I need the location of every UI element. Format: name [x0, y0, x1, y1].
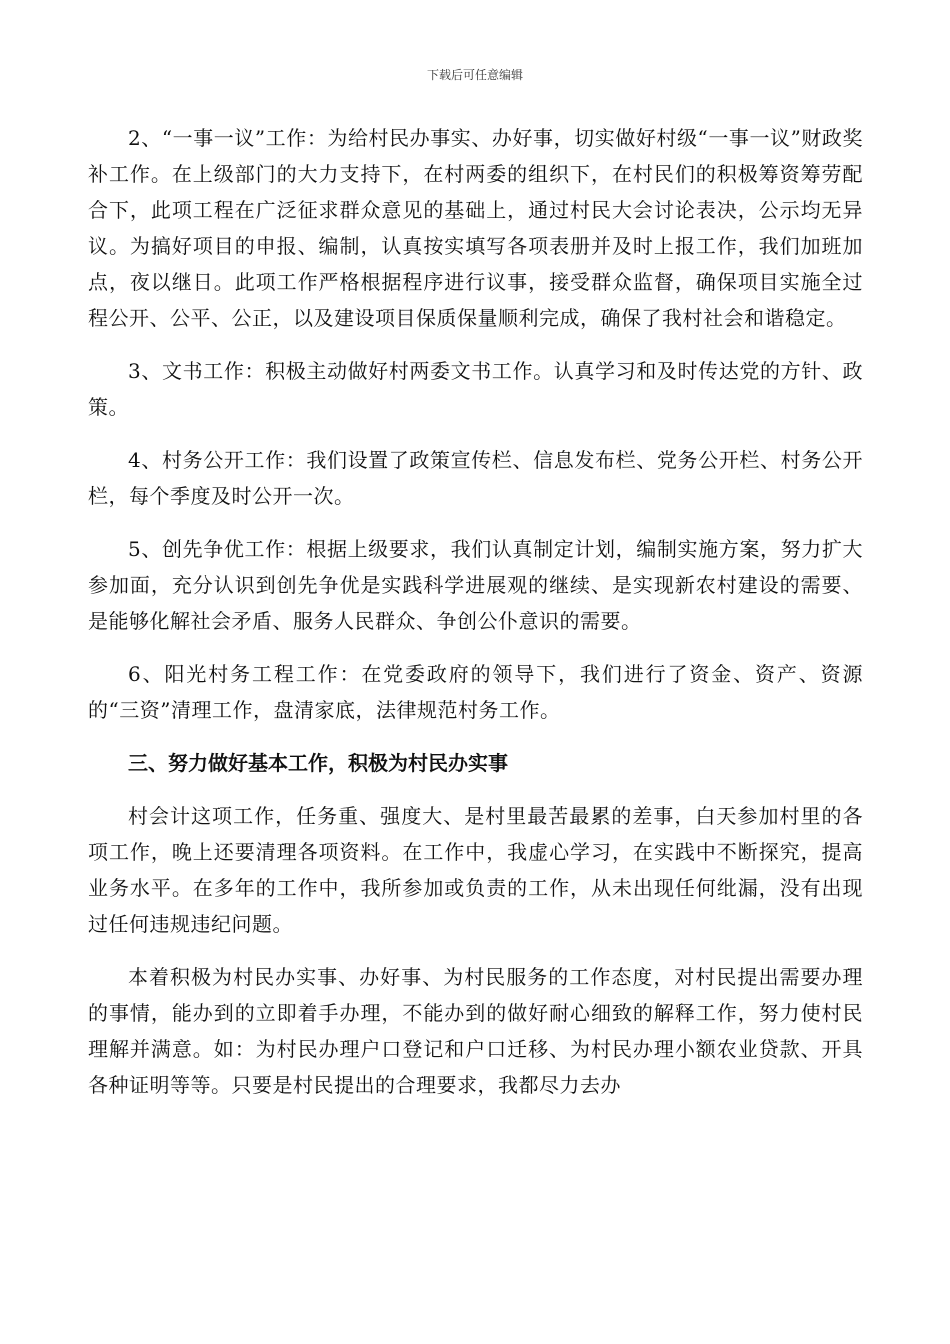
document-body	[88, 120, 863, 1120]
paragraph-yangguang-cunwu: 6、阳光村务工程工作：在党委政府的领导下，我们进行了资金、资产、资源的“三资”清理工作，盘清家底，法律规范村务工作。	[88, 662, 863, 722]
paragraph-yishiyiyi: 2、“一事一议”工作：为给村民办事实、办好事，切实做好村级“一事一议”财政奖补工作。在上级部门的大力支持下，在村两委的组织下，在村民们的积极筹资筹劳配合下，此项工程在广泛征求群众意见的基础上，通过村民大会讨论表决，公示均无异议。为搞好项目的申报、编制，认真按实填写各项表册并及时上报工作，我们加班加点，夜以继日。此项工作严格根据程序进行议事，接受群众监督，确保项目实施全过程公开、公平、公正，以及建设项目保质保量顺利完成，确保了我村社会和谐稳定。	[88, 126, 863, 330]
paragraph-wenshu: 3、文书工作：积极主动做好村两委文书工作。认真学习和及时传达党的方针、政策。	[88, 359, 863, 419]
paragraph-cun-kuaiji: 村会计这项工作，任务重、强度大、是村里最苦最累的差事，白天参加村里的各项工作，晚上还要清理各项资料。在工作中，我虚心学习，在实践中不断探究，提高业务水平。在多年的工作中，我所参加或负责的工作，从未出现任何纰漏，没有出现过任何违规违纪问题。	[88, 804, 863, 936]
paragraph-banshishi: 本着积极为村民办实事、办好事、为村民服务的工作态度，对村民提出需要办理的事情，能办到的立即着手办理，不能办到的做好耐心细致的解释工作，努力使村民理解并满意。如：为村民办理户口登记和户口迁移、为村民办理小额农业贷款、开具各种证明等等。只要是村民提出的合理要求，我都尽力去办	[88, 965, 863, 1097]
page-header-note: 下载后可任意编辑	[426, 68, 523, 82]
section-heading: 三、努力做好基本工作，积极为村民办实事	[128, 751, 508, 775]
paragraph-cunwu-gongkai: 4、村务公开工作：我们设置了政策宣传栏、信息发布栏、党务公开栏、村务公开栏，每个季度及时公开一次。	[88, 448, 863, 508]
paragraph-chuangxian-zhengyou: 5、创先争优工作：根据上级要求，我们认真制定计划，编制实施方案，努力扩大参加面，充分认识到创先争优是实践科学进展观的继续、是实现新农村建设的需要、是能够化解社会矛盾、服务人民群众、争创公仆意识的需要。	[88, 537, 863, 633]
